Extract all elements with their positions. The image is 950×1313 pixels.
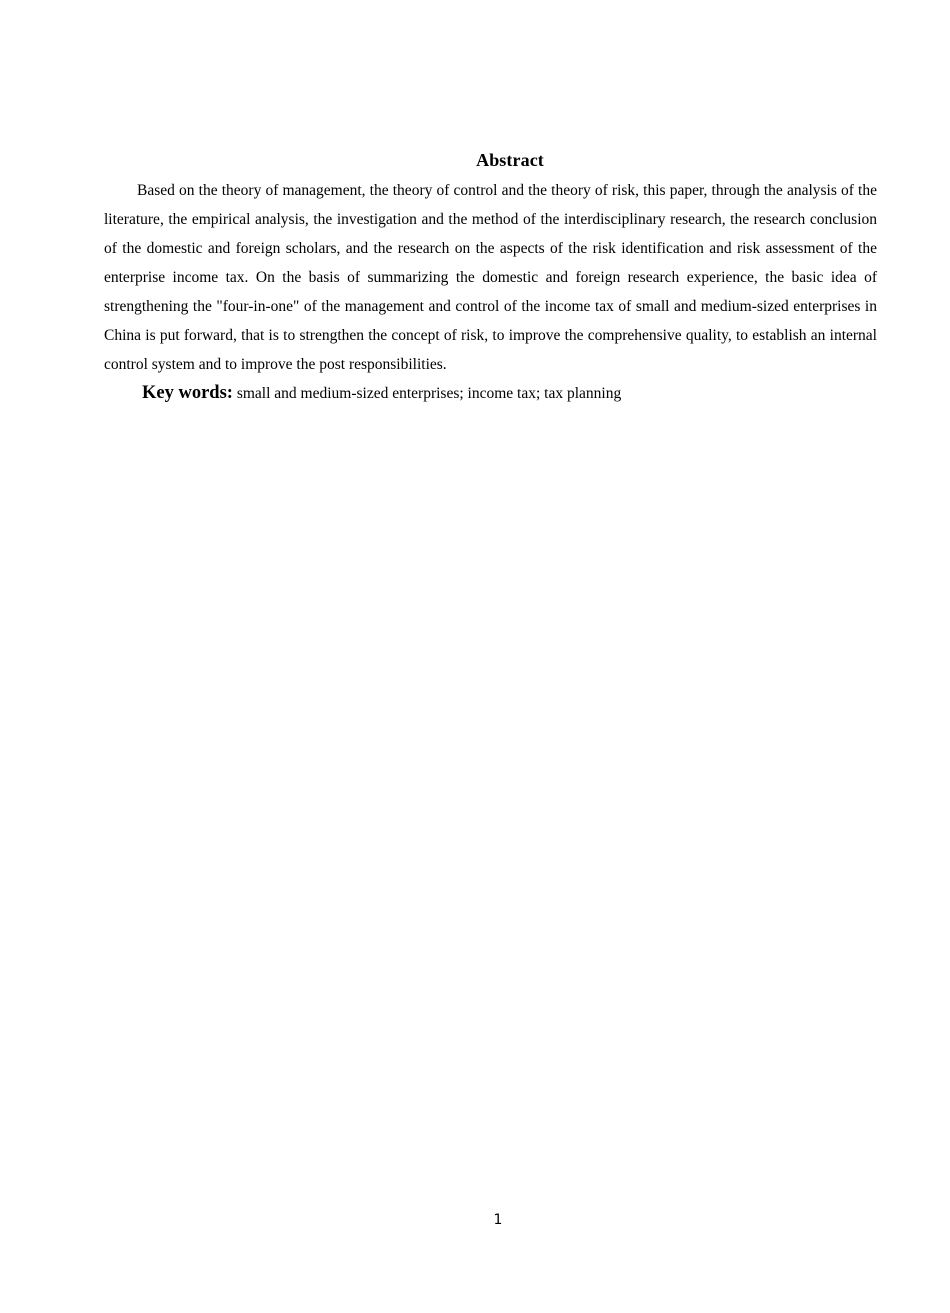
- keywords-text: small and medium-sized enterprises; income tax; tax planning: [232, 385, 622, 402]
- page-number: 1: [493, 1212, 503, 1228]
- abstract-title: Abstract: [476, 150, 544, 170]
- abstract-section: [104, 149, 877, 408]
- abstract-body: Based on the theory of management, the theory of control and the theory of risk, this paper, through the analysis of the literature, the empirical analysis, the investigation and the method of the interdisciplinary research, the research conclusion of the domestic and foreign scholars, and the research on the aspects of the risk identification and risk assessment of the enterprise income tax. On the basis of summarizing the domestic and foreign research experience, the basic idea of strengthening the "four-in-one" of the management and control of the income tax of small and medium-sized enterprises in China is put forward, that is to strengthen the concept of risk, to improve the comprehensive quality, to establish an internal control system and to improve the post responsibilities.: [104, 182, 877, 373]
- keywords-label: Key words:: [142, 383, 233, 403]
- keywords-line: [104, 379, 877, 408]
